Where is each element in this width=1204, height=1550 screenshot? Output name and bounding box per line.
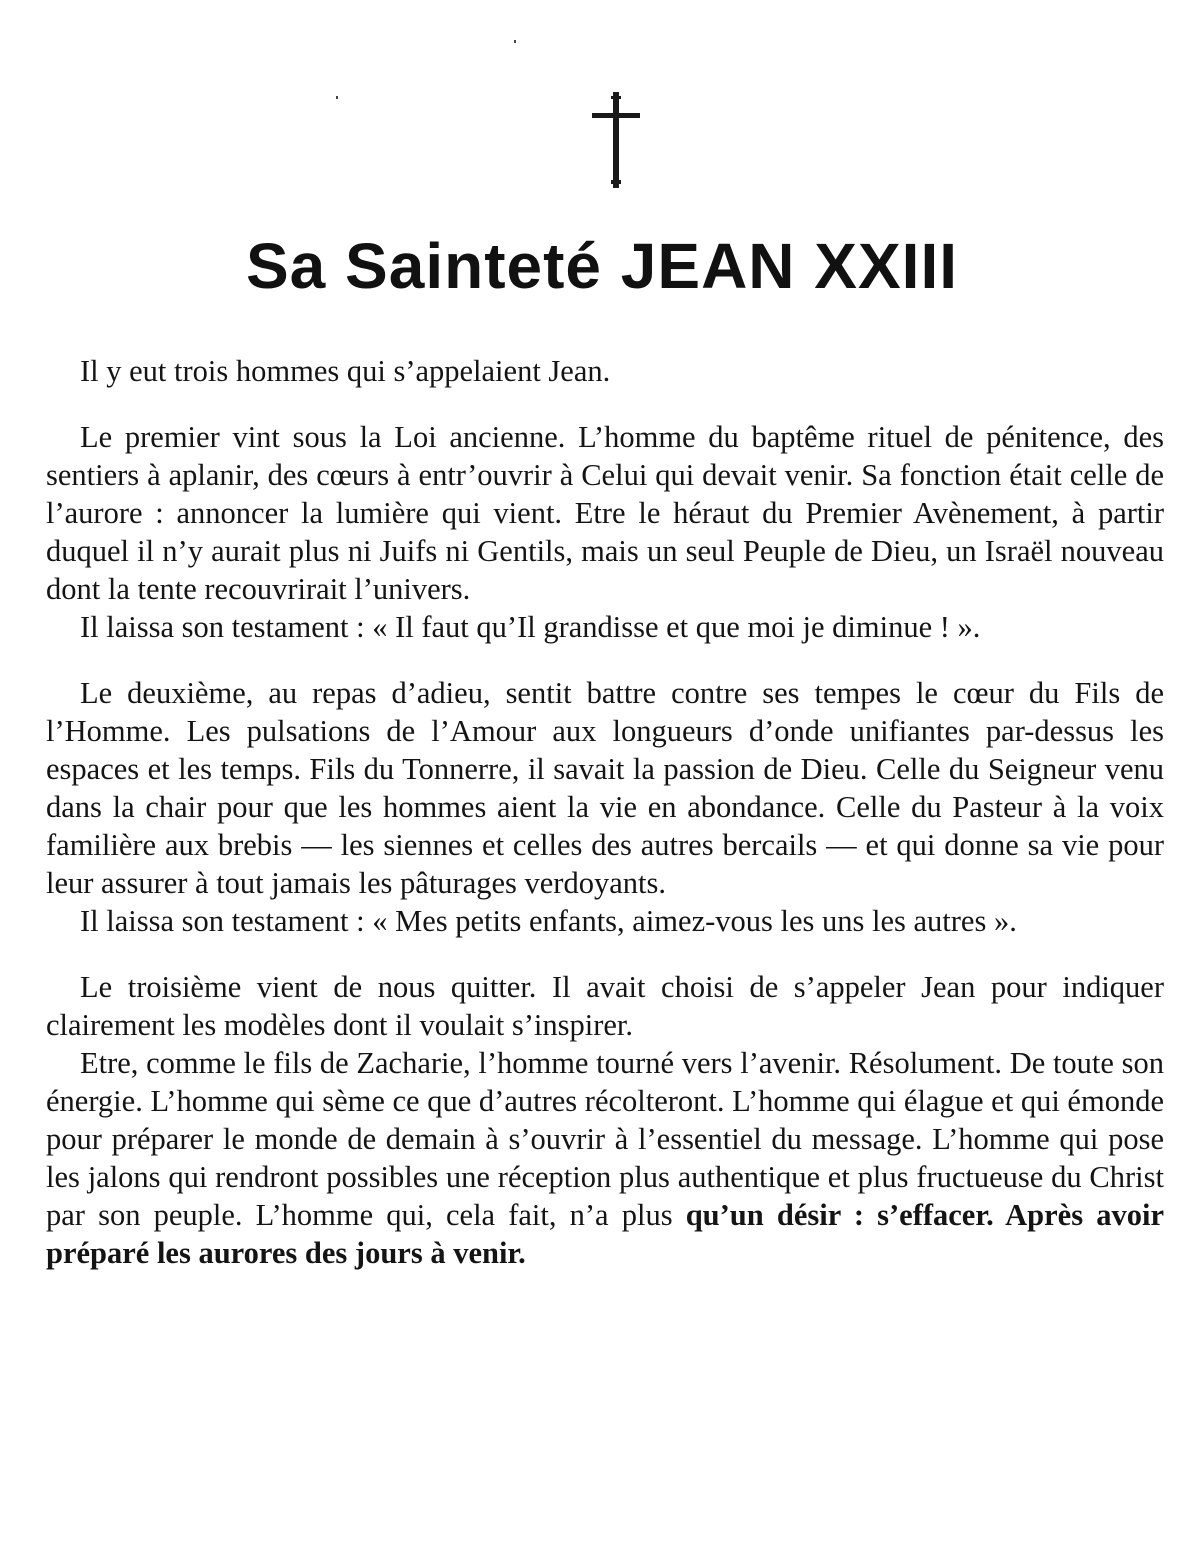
- paragraph-bold-ending: qu’un désir : s’effacer. Après avoir préparé les aurores des jours à venir.: [46, 1198, 1164, 1270]
- paragraph-second-testament: Il laissa son testament : « Mes petits enfants, aimez-vous les uns les autres ».: [80, 904, 1017, 938]
- page-title: Sa Sainteté JEAN XXIII: [245, 230, 959, 302]
- paragraph-third-description: [46, 1044, 1164, 1272]
- paragraph-second-jean: Le deuxième, au repas d’adieu, sentit battre contre ses tempes le cœur du Fils de l’Homme. Les pulsations de l’Amour aux longueurs d’onde unifiantes par-dessus les espaces et les temps. Fils du Tonnerre, il savait la passion de Dieu. Celle du Seigneur venu dans la chair pour que les hommes aient la vie en abondance. Celle du Pasteur à la voix familière aux brebis — les siennes et celles des autres bercails — et qui donne sa vie pour leur assurer à tout jamais les pâturages verdoyants.: [46, 676, 1164, 900]
- cross-icon: [588, 92, 644, 188]
- print-speck: [514, 40, 516, 43]
- paragraph-third-description-text: Etre, comme le fils de Zacharie, l’homme tourné vers l’avenir. Résolument. De toute son énergie. L’homme qui sème ce que d’autres récolteront. L’homme qui élague et qui émonde pour préparer le monde de demain à s’ouvrir à l’essentiel du message. L’homme qui pose les jalons qui rendront possibles une réception plus authentique et plus fructueuse du Christ par son peuple. L’homme qui, cela fait, n’a plus: [46, 1046, 1164, 1232]
- paragraph-first-jean: Le premier vint sous la Loi ancienne. L’homme du baptême rituel de pénitence, des sentiers à aplanir, des cœurs à entr’ouvrir à Celui qui devait venir. Sa fonction était celle de l’aurore : annoncer la lumière qui vient. Etre le héraut du Premier Avènement, à partir duquel il n’y aurait plus ni Juifs ni Gentils, mais un seul Peuple de Dieu, un Israël nouveau dont la tente recouvrirait l’univers.: [46, 420, 1164, 606]
- paragraph-third-jean: Le troisième vient de nous quitter. Il avait choisi de s’appeler Jean pour indiquer clairement les modèles dont il voulait s’inspirer.: [46, 970, 1164, 1042]
- print-speck: [336, 96, 338, 99]
- paragraph-intro: Il y eut trois hommes qui s’appelaient Jean.: [80, 354, 611, 388]
- paragraph-first-testament: Il laissa son testament : « Il faut qu’Il grandisse et que moi je diminue ! ».: [80, 610, 981, 644]
- article-body: [46, 352, 1164, 1272]
